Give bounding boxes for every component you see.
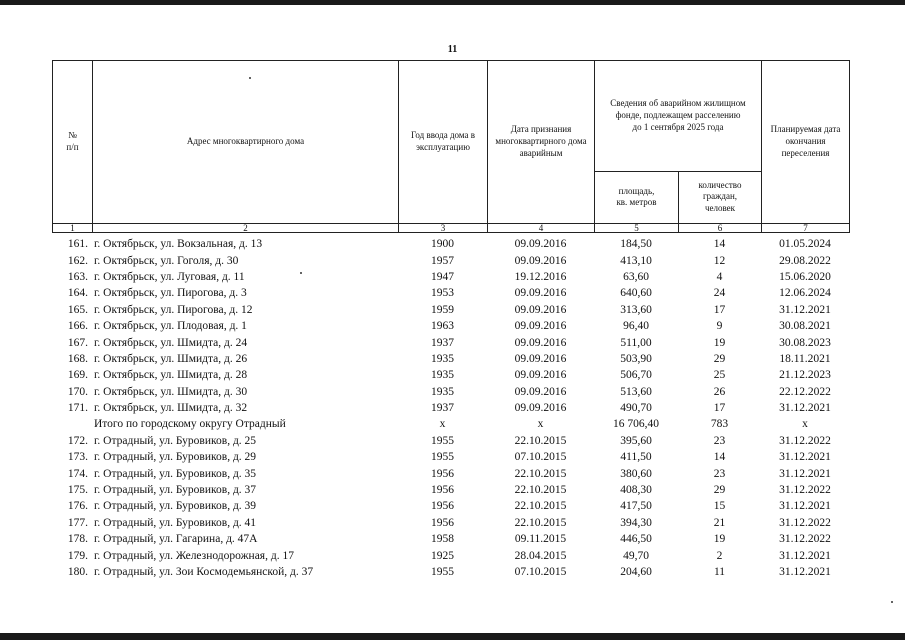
header-year-text: Год ввода дома в эксплуатацию (410, 130, 476, 152)
row-year: 1956 (431, 516, 454, 529)
row-people: 17 (713, 402, 726, 415)
row-area: 313,60 (620, 303, 652, 316)
row-year: 1937 (431, 402, 454, 415)
row-address: г. Октябрьск, ул. Шмидта, д. 32 (94, 402, 248, 415)
row-people: 17 (713, 303, 726, 316)
row-area: 413,10 (620, 254, 652, 267)
header-address (93, 61, 399, 224)
table-row (52, 531, 849, 547)
row-number: 168. (67, 352, 88, 365)
table-row (52, 400, 849, 416)
row-date: 09.09.2016 (514, 369, 567, 382)
header-number-4: 4 (488, 223, 595, 232)
row-date: 07.10.2015 (514, 451, 567, 464)
row-area: 511,00 (620, 336, 652, 349)
table-total-row (52, 416, 849, 432)
header-plan (762, 61, 850, 224)
row-date: 09.09.2016 (514, 336, 567, 349)
row-year: 1947 (431, 270, 454, 283)
header-people (679, 171, 762, 223)
row-date: x (537, 418, 544, 431)
row-address: г. Октябрьск, ул. Гоголя, д. 30 (94, 254, 239, 267)
row-area: 640,60 (620, 287, 652, 300)
row-plan: 18.11.2021 (779, 352, 831, 365)
row-address: г. Отрадный, ул. Гагарина, д. 47А (94, 533, 258, 546)
row-address: Итого по городскому округу Отрадный (94, 418, 286, 431)
row-number: 172. (67, 434, 88, 447)
row-number: 164. (67, 287, 88, 300)
row-people: 29 (713, 352, 726, 365)
data-table (52, 236, 849, 580)
table-row (52, 547, 849, 563)
row-date: 09.09.2016 (514, 254, 567, 267)
row-year: 1957 (431, 254, 454, 267)
row-address: г. Октябрьск, ул. Вокзальная, д. 13 (94, 238, 263, 251)
row-people: 19 (713, 533, 726, 546)
row-number: 177. (67, 516, 88, 529)
row-address: г. Отрадный, ул. Железнодорожная, д. 17 (94, 549, 294, 562)
row-plan: 21.12.2023 (779, 369, 831, 382)
row-people: 14 (713, 238, 726, 251)
row-plan: 31.12.2021 (779, 303, 831, 316)
table-row (52, 236, 849, 252)
row-plan: 29.08.2022 (779, 254, 831, 267)
row-number: 163. (67, 270, 88, 283)
row-address: г. Октябрьск, ул. Плодовая, д. 1 (94, 320, 247, 333)
row-date: 09.09.2016 (514, 303, 567, 316)
row-area: 446,50 (620, 533, 652, 546)
row-number: 178. (67, 533, 88, 546)
row-people: 23 (713, 467, 726, 480)
table-row (52, 482, 849, 498)
row-address: г. Отрадный, ул. Буровиков, д. 39 (94, 500, 257, 513)
row-plan: 31.12.2022 (779, 516, 831, 529)
row-area: 506,70 (620, 369, 652, 382)
row-number: 173. (67, 451, 88, 464)
row-date: 28.04.2015 (514, 549, 567, 562)
row-date: 09.09.2016 (514, 287, 567, 300)
row-people: 783 (710, 418, 729, 431)
row-people: 23 (713, 434, 726, 447)
row-year: 1955 (431, 451, 454, 464)
row-address: г. Отрадный, ул. Буровиков, д. 37 (94, 484, 257, 497)
row-area: 96,40 (623, 320, 649, 333)
row-plan: 22.12.2022 (779, 385, 831, 398)
header-date (488, 61, 595, 224)
header-number-6: 6 (679, 223, 762, 232)
row-people: 14 (713, 451, 726, 464)
row-plan: 31.12.2021 (779, 402, 831, 415)
row-people: 2 (716, 549, 723, 562)
row-area: 49,70 (623, 549, 649, 562)
row-date: 07.10.2015 (514, 566, 567, 578)
row-date: 09.09.2016 (514, 402, 567, 415)
table-row (52, 302, 849, 318)
row-people: 19 (713, 336, 726, 349)
row-people: 15 (713, 500, 726, 513)
row-area: 63,60 (623, 270, 649, 283)
row-plan: 30.08.2021 (779, 320, 831, 333)
row-date: 09.09.2016 (514, 352, 567, 365)
row-plan: 31.12.2021 (779, 451, 831, 464)
header-year (399, 61, 488, 224)
row-area: 395,60 (620, 434, 652, 447)
row-area: 513,60 (620, 385, 652, 398)
row-people: 9 (716, 320, 723, 333)
row-year: 1935 (431, 385, 454, 398)
row-number: 174. (67, 467, 88, 480)
row-year: 1953 (431, 287, 454, 300)
row-number: 162. (67, 254, 88, 267)
row-date: 22.10.2015 (514, 484, 567, 497)
row-plan: 31.12.2021 (779, 467, 831, 480)
row-year: 1955 (431, 434, 454, 447)
row-year: 1900 (431, 238, 454, 251)
row-address: г. Отрадный, ул. Буровиков, д. 25 (94, 434, 257, 447)
row-people: 26 (713, 385, 726, 398)
row-address: г. Отрадный, ул. Буровиков, д. 29 (94, 451, 257, 464)
row-year: 1935 (431, 369, 454, 382)
row-area: 417,50 (620, 500, 652, 513)
row-people: 29 (713, 484, 726, 497)
row-year: 1937 (431, 336, 454, 349)
row-people: 4 (716, 270, 723, 283)
table-row (52, 351, 849, 367)
row-plan: 31.12.2022 (779, 533, 831, 546)
row-plan: 12.06.2024 (779, 287, 831, 300)
row-year: 1959 (431, 303, 454, 316)
row-number (52, 416, 94, 432)
row-address: г. Октябрьск, ул. Шмидта, д. 30 (94, 385, 248, 398)
table-row (52, 285, 849, 301)
row-address: г. Октябрьск, ул. Пирогова, д. 3 (94, 287, 247, 300)
row-date: 22.10.2015 (514, 516, 567, 529)
row-address: г. Октябрьск, ул. Луговая, д. 11 (94, 270, 245, 283)
header-number-2: 2 (93, 223, 399, 232)
row-plan: 31.12.2021 (779, 500, 831, 513)
table-row (52, 564, 849, 580)
header-number-1: 1 (53, 223, 93, 232)
header-number-5: 5 (595, 223, 679, 232)
row-number: 161. (67, 238, 88, 251)
row-area: 394,30 (620, 516, 652, 529)
row-area: 411,50 (620, 451, 652, 464)
header-info (595, 61, 762, 172)
row-number: 169. (67, 369, 88, 382)
row-year: 1956 (431, 467, 454, 480)
table-row (52, 465, 849, 481)
table-header (52, 60, 850, 233)
header-area (595, 171, 679, 223)
row-people: 11 (713, 566, 726, 578)
row-year: 1963 (431, 320, 454, 333)
table-row (52, 433, 849, 449)
row-number: 180. (67, 566, 88, 578)
table-row (52, 269, 849, 285)
header-number-7: 7 (762, 223, 850, 232)
row-year: 1925 (431, 549, 454, 562)
scan-top-edge (0, 0, 905, 5)
row-area: 490,70 (620, 402, 652, 415)
row-address: г. Октябрьск, ул. Пирогова, д. 12 (94, 303, 253, 316)
scan-speck (891, 601, 893, 603)
row-plan: 31.12.2021 (779, 549, 831, 562)
row-year: 1956 (431, 484, 454, 497)
header-num-text: № п/п (66, 130, 79, 152)
row-number: 176. (67, 500, 88, 513)
header-date-text: Дата признания многоквартирного дома аварийным (495, 124, 587, 158)
page-number: 11 (447, 44, 458, 55)
row-plan: 31.12.2022 (779, 434, 831, 447)
row-address: г. Октябрьск, ул. Шмидта, д. 24 (94, 336, 248, 349)
row-people: 25 (713, 369, 726, 382)
row-area: 503,90 (620, 352, 652, 365)
row-plan: x (802, 418, 808, 431)
row-area: 380,60 (620, 467, 652, 480)
row-year: x (439, 418, 446, 431)
row-date: 09.09.2016 (514, 385, 567, 398)
row-number: 166. (67, 320, 88, 333)
header-area-text: площадь, кв. метров (616, 185, 657, 208)
row-plan: 15.06.2020 (779, 270, 831, 283)
header-people-text: количество граждан, человек (698, 179, 742, 214)
row-year: 1955 (431, 566, 454, 578)
header-num (53, 61, 93, 224)
row-number: 175. (67, 484, 88, 497)
row-area: 184,50 (620, 238, 652, 251)
row-plan: 30.08.2023 (779, 336, 831, 349)
table-row (52, 252, 849, 268)
row-date: 22.10.2015 (514, 467, 567, 480)
table-row (52, 384, 849, 400)
row-address: г. Отрадный, ул. Буровиков, д. 35 (94, 467, 257, 480)
row-address: г. Отрадный, ул. Зои Космодемьянской, д. 37 (94, 566, 314, 578)
row-area: 204,60 (620, 566, 652, 578)
row-date: 19.12.2016 (514, 270, 567, 283)
row-year: 1958 (431, 533, 454, 546)
row-year: 1935 (431, 352, 454, 365)
header-address-text: Адрес многоквартирного дома (186, 136, 305, 147)
row-number: 167. (67, 336, 88, 349)
table-row (52, 318, 849, 334)
table-row (52, 449, 849, 465)
table-row (52, 498, 849, 514)
row-date: 09.09.2016 (514, 320, 567, 333)
row-date: 22.10.2015 (514, 434, 567, 447)
header-plan-text: Планируемая дата окончания переселения (770, 124, 841, 158)
row-area: 408,30 (620, 484, 652, 497)
table-row (52, 515, 849, 531)
table-row (52, 334, 849, 350)
row-people: 21 (713, 516, 726, 529)
row-people: 24 (713, 287, 726, 300)
header-info-text: Сведения об аварийном жилищном фонде, подлежащем расселению до 1 сентября 2025 года (610, 98, 746, 132)
row-area: 16 706,40 (613, 418, 659, 431)
scan-bottom-edge (0, 633, 905, 640)
row-date: 09.11.2015 (514, 533, 567, 546)
scan-speck (249, 77, 251, 79)
header-number-3: 3 (399, 223, 488, 232)
table-row (52, 367, 849, 383)
row-address: г. Отрадный, ул. Буровиков, д. 41 (94, 516, 257, 529)
row-date: 09.09.2016 (514, 238, 567, 251)
row-plan: 31.12.2022 (779, 484, 831, 497)
row-date: 22.10.2015 (514, 500, 567, 513)
row-number: 165. (67, 303, 88, 316)
row-year: 1956 (431, 500, 454, 513)
row-number: 171. (67, 402, 88, 415)
row-people: 12 (713, 254, 726, 267)
scan-speck (300, 272, 302, 274)
row-address: г. Октябрьск, ул. Шмидта, д. 28 (94, 369, 248, 382)
row-plan: 31.12.2021 (779, 566, 831, 578)
row-number: 170. (67, 385, 88, 398)
row-number: 179. (67, 549, 88, 562)
row-address: г. Октябрьск, ул. Шмидта, д. 26 (94, 352, 248, 365)
row-plan: 01.05.2024 (779, 238, 831, 251)
